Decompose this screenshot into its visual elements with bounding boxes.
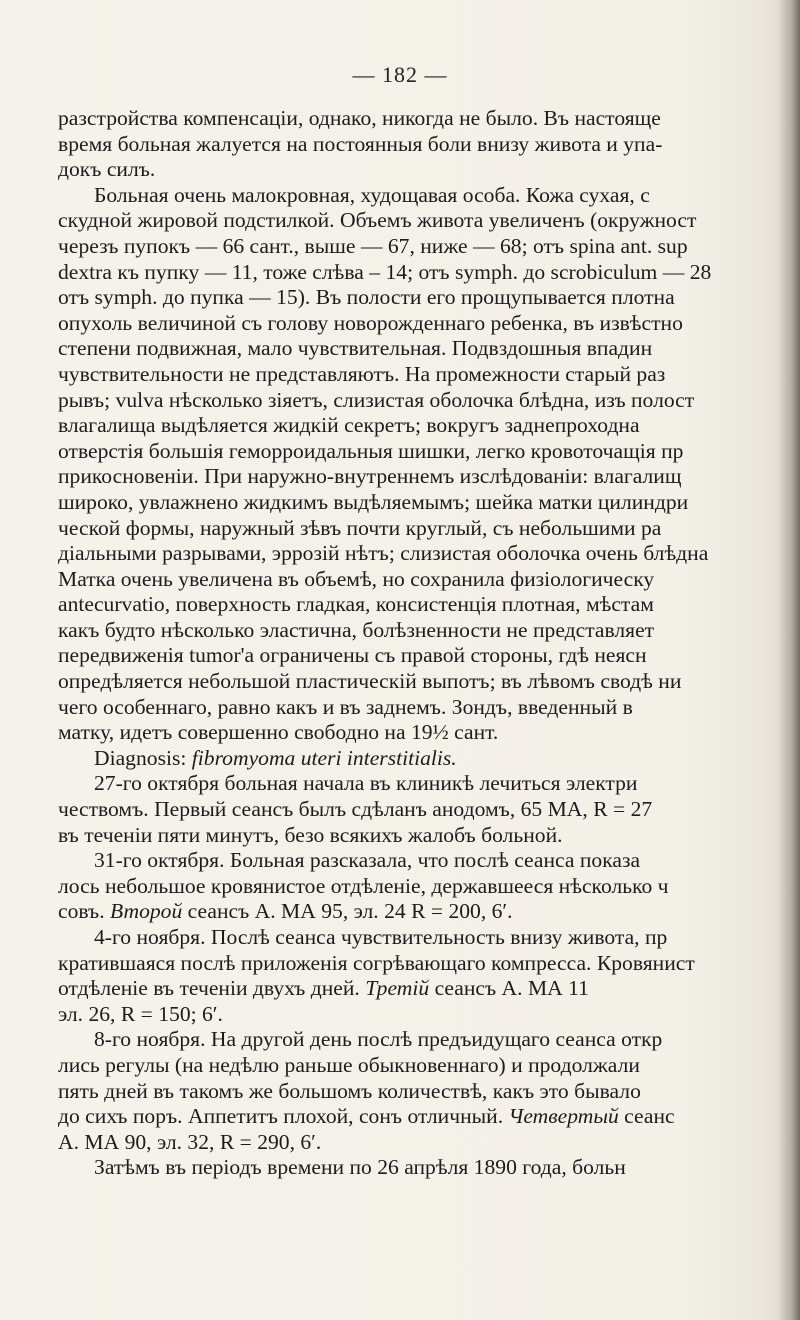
text-line bbox=[58, 311, 788, 337]
text-line bbox=[58, 234, 788, 260]
text-line-content: передвиженія tumor'а ограничены съ правой стороны, гдѣ неясн bbox=[58, 643, 647, 668]
text-line-content: отъ symph. до пупка — 15). Въ полости его прощупывается плотна bbox=[58, 285, 675, 310]
text-line-content: прикосновеніи. При наружно-внутреннемъ изслѣдованіи: влагалищ bbox=[58, 464, 682, 489]
italic-text: Четвертый bbox=[508, 1104, 619, 1129]
text-line-content: 31-го октября. Больная разсказала, что послѣ сеанса показа bbox=[94, 848, 641, 873]
text-line bbox=[58, 643, 788, 669]
text-line-tail: сеансъ А. МА 11 bbox=[429, 976, 589, 1001]
text-line-content: 4-го ноября. Послѣ сеанса чувствительность внизу живота, пр bbox=[94, 925, 668, 949]
text-line-content: степени подвижная, мало чувствительная. Подвздошныя впадин bbox=[58, 336, 653, 361]
text-line-content: отдѣленіе въ теченіи двухъ дней. bbox=[58, 976, 366, 1001]
text-line-content: діальными разрывами, эррозій нѣтъ; слизистая оболочка очень блѣдна bbox=[58, 541, 709, 566]
italic-text: Второй bbox=[110, 899, 183, 924]
text-line-content: Матка очень увеличена въ объемѣ, но сохранила физіологическу bbox=[58, 566, 655, 591]
text-line bbox=[58, 183, 788, 209]
text-line bbox=[58, 720, 788, 746]
text-line-content: время больная жалуется на постоянныя боли внизу живота и упа- bbox=[58, 131, 663, 156]
text-line-content: влагалища выдѣляется жидкій секретъ; вокругъ заднепроходна bbox=[58, 413, 640, 438]
text-line bbox=[58, 362, 788, 388]
text-line bbox=[58, 208, 788, 234]
text-line-content: эл. 26, R = 150; 6′. bbox=[58, 1001, 223, 1026]
text-line bbox=[58, 976, 788, 1002]
text-line-content: широко, увлажнено жидкимъ выдѣляемымъ; шейка матки цилиндри bbox=[58, 489, 689, 514]
text-line-content: чего особеннаго, равно какъ и въ заднемъ. Зондъ, введенный в bbox=[58, 694, 633, 719]
text-line-content: пять дней въ такомъ же большомъ количествѣ, какъ это бывало bbox=[58, 1078, 641, 1103]
text-line bbox=[58, 592, 788, 618]
text-line bbox=[58, 823, 788, 849]
text-line bbox=[58, 669, 788, 695]
text-line bbox=[58, 464, 788, 490]
text-line bbox=[58, 771, 788, 797]
text-line bbox=[58, 951, 788, 977]
text-line-content: отверстія большія геморроидальныя шишки, легко кровоточащія пр bbox=[58, 438, 684, 463]
text-line-content: совъ. bbox=[58, 899, 111, 924]
text-line bbox=[58, 1155, 788, 1181]
text-line-content: какъ будто нѣсколько эластична, болѣзненности не представляет bbox=[58, 617, 655, 642]
text-line bbox=[58, 157, 788, 183]
text-line-content: 8-го ноября. На другой день послѣ предъидущаго сеанса откр bbox=[94, 1027, 663, 1052]
text-line bbox=[58, 1053, 788, 1079]
italic-text: Третій bbox=[365, 976, 430, 1001]
text-line-content: А. МА 90, эл. 32, R = 290, 6′. bbox=[58, 1129, 322, 1154]
text-line-content: матку, идетъ совершенно свободно на 19½ сант. bbox=[58, 720, 499, 745]
text-line bbox=[58, 695, 788, 721]
text-line bbox=[58, 797, 788, 823]
text-line-content: anteсurvatio, поверхность гладкая, консистенція плотная, мѣстам bbox=[58, 592, 654, 617]
text-line bbox=[58, 618, 788, 644]
text-line-content: лись регулы (на недѣлю раньше обыкновеннаго) и продолжали bbox=[58, 1052, 640, 1077]
text-line-tail: сеанс bbox=[618, 1104, 675, 1129]
page-edge-shadow bbox=[778, 0, 800, 1320]
text-line bbox=[58, 1130, 788, 1156]
text-line-content: рывъ; vulva нѣсколько зіяетъ, слизистая оболочка блѣдна, изъ полост bbox=[58, 387, 695, 412]
text-line bbox=[58, 285, 788, 311]
text-line-content: опредѣляется небольшой пластическій выпотъ; въ лѣвомъ сводѣ ни bbox=[58, 669, 682, 694]
text-line bbox=[58, 439, 788, 465]
text-line-content: Больная очень малокровная, худощавая особа. Кожа сухая, с bbox=[94, 182, 650, 207]
text-line-content: лось небольшое кровянистое отдѣленіе, державшееся нѣсколько ч bbox=[58, 873, 669, 898]
text-line-tail: сеансъ А. МА 95, эл. 24 R = 200, 6′. bbox=[182, 899, 513, 924]
text-line bbox=[58, 848, 788, 874]
text-line-content: въ теченіи пяти минутъ, безо всякихъ жалобъ больной. bbox=[58, 822, 563, 847]
page-number: — 182 — bbox=[352, 62, 448, 87]
text-line bbox=[58, 516, 788, 542]
text-line-content: черезъ пупокъ — 66 сант., выше — 67, ниже — 68; отъ spina ant. sup bbox=[58, 233, 688, 258]
text-line-content: Затѣмъ въ періодъ времени по 26 апрѣля 1890 года, больн bbox=[94, 1155, 626, 1180]
text-line bbox=[58, 260, 788, 286]
text-line bbox=[58, 388, 788, 414]
text-line bbox=[58, 899, 788, 925]
text-line-content: до сихъ поръ. Аппетитъ плохой, сонъ отличный. bbox=[58, 1104, 509, 1129]
text-line-content: кратившаяся послѣ приложенія согрѣвающаго компресса. Кровянист bbox=[58, 950, 695, 975]
text-line bbox=[58, 925, 788, 951]
text-line-content: опухоль величиной съ голову новорожденнаго ребенка, въ извѣстно bbox=[58, 310, 683, 335]
text-line bbox=[58, 746, 788, 772]
italic-text: fibromyoma uteri interstitialis. bbox=[191, 745, 457, 770]
text-line bbox=[58, 1002, 788, 1028]
text-line-content: Diagnosis: bbox=[94, 745, 192, 770]
document-text bbox=[58, 106, 788, 1306]
text-line-content: 27-го октября больная начала въ клиникѣ лечиться электри bbox=[94, 771, 638, 796]
text-line bbox=[58, 106, 788, 132]
text-line-content: чувствительности не представляютъ. На промежности старый раз bbox=[58, 361, 666, 386]
text-line bbox=[58, 567, 788, 593]
text-line-content: dextra къ пупку — 11, тоже слѣва – 14; отъ symph. до scrobiculum — 28 bbox=[58, 259, 712, 284]
text-line bbox=[58, 1079, 788, 1105]
text-line bbox=[58, 1027, 788, 1053]
text-line-content: ческой формы, наружный зѣвъ почти круглый, съ небольшими ра bbox=[58, 515, 662, 540]
text-line bbox=[58, 336, 788, 362]
text-line bbox=[58, 490, 788, 516]
text-line-content: чествомъ. Первый сеансъ былъ сдѣланъ анодомъ, 65 MA, R = 27 bbox=[58, 797, 653, 822]
text-line-content: разстройства компенсаціи, однако, никогда не было. Въ настояще bbox=[58, 106, 661, 130]
text-line bbox=[58, 541, 788, 567]
text-line-content: докъ силъ. bbox=[58, 157, 156, 182]
text-line bbox=[58, 132, 788, 158]
text-line-content: скудной жировой подстилкой. Объемъ живота увеличенъ (окружност bbox=[58, 208, 697, 233]
text-line bbox=[58, 413, 788, 439]
text-line bbox=[58, 1104, 788, 1130]
text-line bbox=[58, 874, 788, 900]
